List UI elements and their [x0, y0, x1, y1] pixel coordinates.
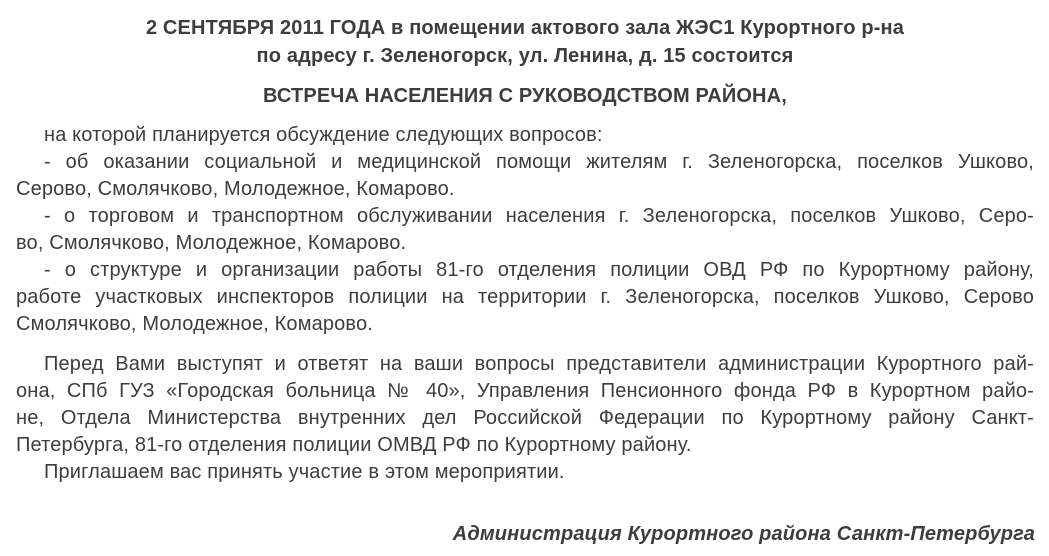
header-address: по адресу г. Зеленогорск, ул. Ленина, д. 15 состоится: [256, 45, 794, 67]
agenda-item-line: Смолячково, Молодежное, Комарово.: [16, 313, 373, 335]
meeting-title: ВСТРЕЧА НАСЕЛЕНИЯ С РУКОВОДСТВОМ РАЙОНА,: [263, 85, 787, 107]
speakers-line: Петербурга, 81-го отделения полиции ОМВД РФ по Курортному району.: [16, 434, 692, 456]
speakers-section: [16, 351, 1034, 486]
agenda-item-line: Серово, Смолячково, Молодежное, Комарово.: [16, 178, 455, 200]
agenda-item-line: - о торговом и транспортном обслуживании населения г. Зеленогорска, поселков Ушково, Серо-: [44, 205, 1034, 227]
speakers-line: Перед Вами выступят и ответят на ваши вопросы представители администрации Курортного рай-: [44, 353, 1034, 375]
agenda-intro: на которой планируется обсуждение следующих вопросов:: [44, 124, 603, 146]
agenda-item-line: во, Смолячково, Молодежное, Комарово.: [16, 232, 407, 254]
speakers-line: она, СПб ГУЗ «Городская больница № 40», Управления Пенсионного фонда РФ в Курортном райо-: [16, 380, 1034, 402]
header-date-location: 2 СЕНТЯБРЯ 2011 ГОДА в помещении актового зала ЖЭС1 Курортного р-на: [145, 17, 905, 39]
signature: Администрация Курортного района Санкт-Петербурга: [452, 523, 1035, 545]
agenda-item-line: работе участковых инспекторов полиции на территории г. Зеленогорска, поселков Ушково, Серово: [16, 286, 1034, 308]
invitation-text: Приглашаем вас принять участие в этом мероприятии.: [44, 461, 565, 483]
agenda-section: [16, 122, 1034, 338]
agenda-item-line: - о структуре и организации работы 81-го отделения полиции ОВД РФ по Курортному району,: [44, 259, 1034, 281]
agenda-item-line: - об оказании социальной и медицинской помощи жителям г. Зеленогорска, поселков Ушково,: [44, 151, 1034, 173]
speakers-line: не, Отдела Министерства внутренних дел Российской Федерации по Курортному району Санкт-: [16, 407, 1034, 429]
